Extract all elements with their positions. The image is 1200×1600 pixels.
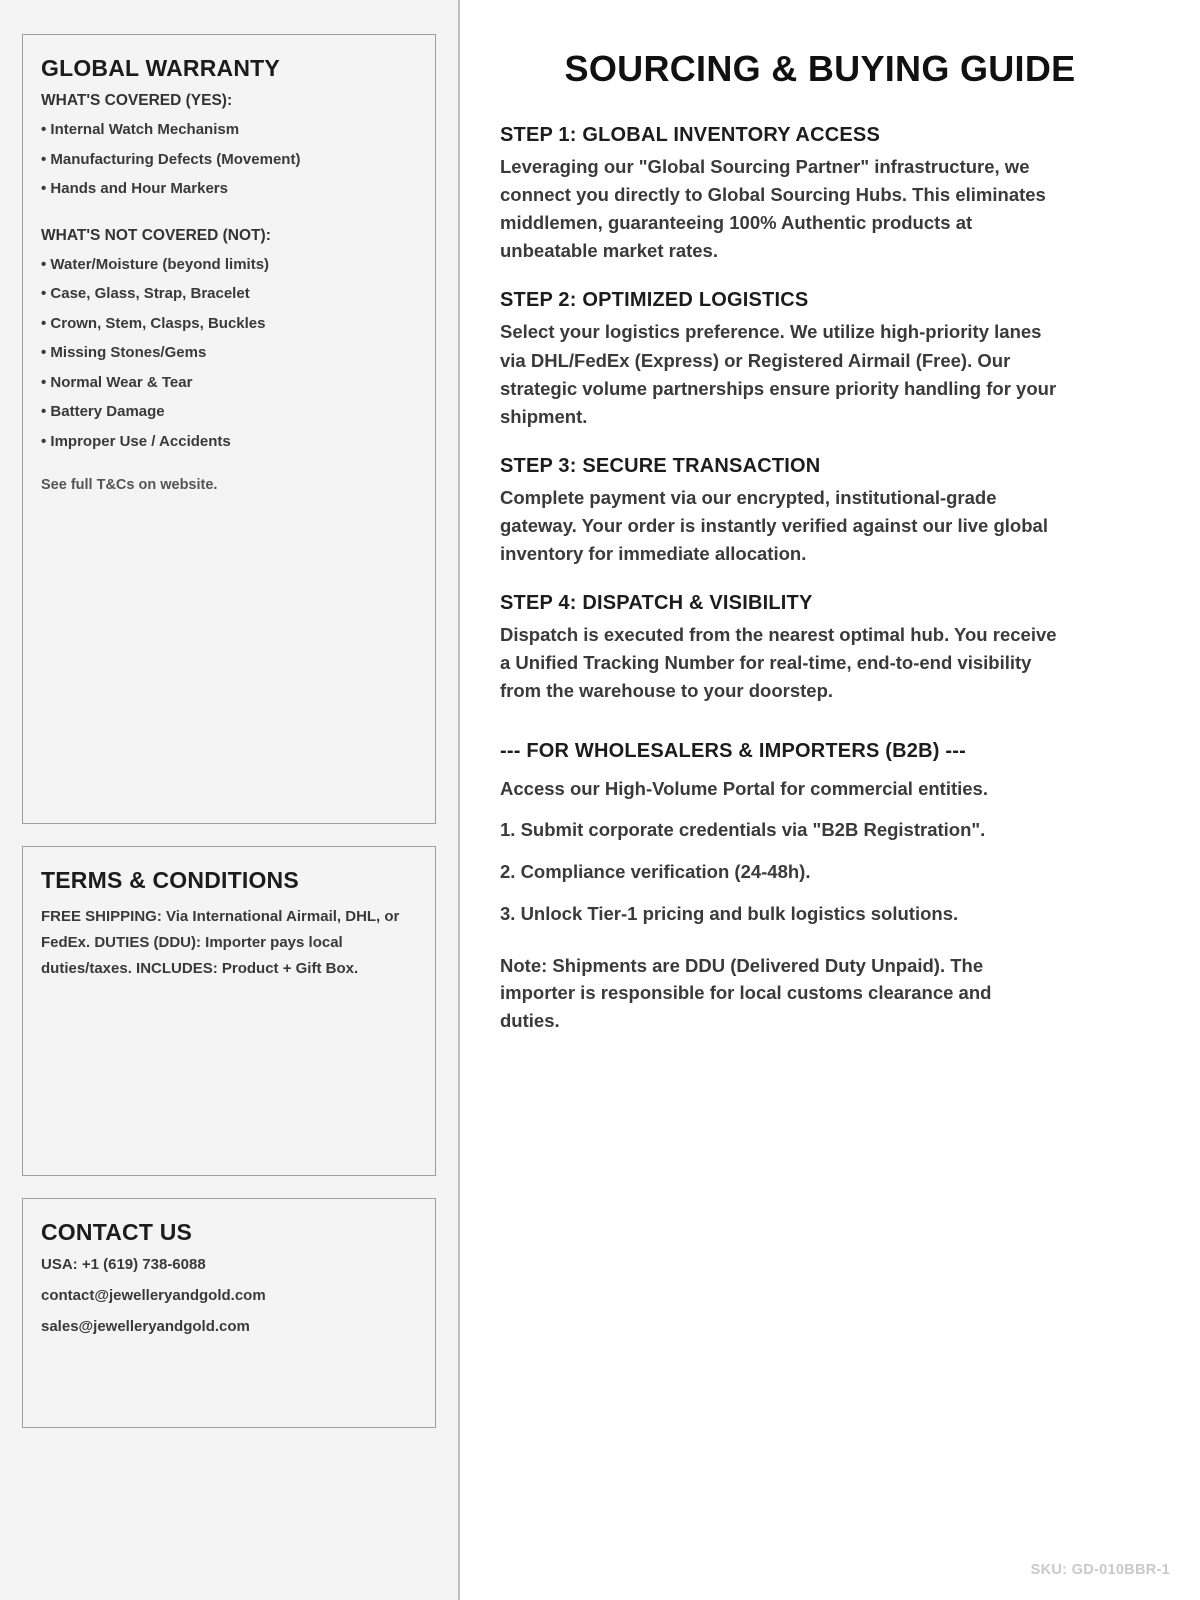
main-content xyxy=(460,0,1200,1600)
b2b-section-title: --- FOR WHOLESALERS & IMPORTERS (B2B) --- xyxy=(500,739,966,762)
step-body: Complete payment via our encrypted, institutional-grade gateway. Your order is instantly verified against our live global inventory for immediate allocation. xyxy=(500,486,1048,565)
contact-email-primary[interactable]: contact@jewelleryandgold.com xyxy=(41,1287,266,1304)
step-body: Leveraging our "Global Sourcing Partner" infrastructure, we connect you directly to Global Sourcing Hubs. This eliminates middlemen, guaranteeing 100% Authentic products at unbeatable market rates. xyxy=(500,156,1046,262)
warranty-not-covered-item: • Crown, Stem, Clasps, Buckles xyxy=(41,314,266,332)
warranty-covered-item: • Manufacturing Defects (Movement) xyxy=(41,150,301,168)
step-title: STEP 4: DISPATCH & VISIBILITY xyxy=(500,592,813,615)
warranty-footnote: See full T&Cs on website. xyxy=(41,477,218,493)
warranty-not-covered-item: • Battery Damage xyxy=(41,403,165,420)
terms-body: FREE SHIPPING: Via International Airmail, DHL, or FedEx. DUTIES (DDU): Importer pays local duties/taxes. INCLUDES: Product + Gift Box. xyxy=(41,908,400,977)
b2b-item: 1. Submit corporate credentials via "B2B Registration". xyxy=(500,819,986,841)
step-body: Select your logistics preference. We utilize high-priority lanes via DHL/FedEx (Express) or Registered Airmail (Free). Our strategic volume partnerships ensure priority handling for your shipment. xyxy=(500,321,1057,427)
warranty-not-covered-item: • Water/Moisture (beyond limits) xyxy=(41,255,270,273)
warranty-not-covered-item: • Improper Use / Accidents xyxy=(41,432,231,450)
warranty-not-covered-heading: WHAT'S NOT COVERED (NOT): xyxy=(41,226,271,244)
b2b-item: 3. Unlock Tier-1 pricing and bulk logistics solutions. xyxy=(500,902,959,924)
warranty-not-covered-item: • Missing Stones/Gems xyxy=(41,344,207,361)
step-body: Dispatch is executed from the nearest optimal hub. You receive a Unified Tracking Number for real-time, end-to-end visibility from the warehouse to your doorstep. xyxy=(500,624,1057,702)
contact-panel xyxy=(22,1198,436,1428)
b2b-item: 2. Compliance verification (24-48h). xyxy=(500,861,811,883)
contact-phone[interactable]: USA: +1 (619) 738-6088 xyxy=(41,1256,206,1273)
warranty-not-covered-item: • Normal Wear & Tear xyxy=(41,373,193,391)
b2b-intro: Access our High-Volume Portal for commercial entities. xyxy=(500,777,988,799)
warranty-covered-item: • Internal Watch Mechanism xyxy=(41,121,240,138)
warranty-covered-heading: WHAT'S COVERED (YES): xyxy=(41,92,233,109)
b2b-note: Note: Shipments are DDU (Delivered Duty Unpaid). The importer is responsible for local customs clearance and duties. xyxy=(500,954,992,1032)
contact-title: CONTACT US xyxy=(41,1219,193,1245)
step-block xyxy=(500,455,1140,568)
step-block xyxy=(500,592,1140,705)
warranty-title: GLOBAL WARRANTY xyxy=(41,55,280,81)
step-title: STEP 1: GLOBAL INVENTORY ACCESS xyxy=(500,124,880,146)
contact-email-sales[interactable]: sales@jewelleryandgold.com xyxy=(41,1318,250,1335)
page-title: SOURCING & BUYING GUIDE xyxy=(564,48,1076,89)
warranty-panel xyxy=(22,34,436,824)
terms-panel xyxy=(22,846,436,1176)
warranty-covered-item: • Hands and Hour Markers xyxy=(41,180,228,197)
step-title: STEP 2: OPTIMIZED LOGISTICS xyxy=(500,289,809,312)
terms-title: TERMS & CONDITIONS xyxy=(41,867,299,893)
step-block xyxy=(500,124,1140,265)
left-sidebar xyxy=(0,0,460,1600)
step-block xyxy=(500,289,1140,430)
warranty-not-covered-item: • Case, Glass, Strap, Bracelet xyxy=(41,285,250,302)
sku-label: SKU: GD-010BBR-1 xyxy=(1030,1562,1170,1578)
step-title: STEP 3: SECURE TRANSACTION xyxy=(500,454,821,477)
